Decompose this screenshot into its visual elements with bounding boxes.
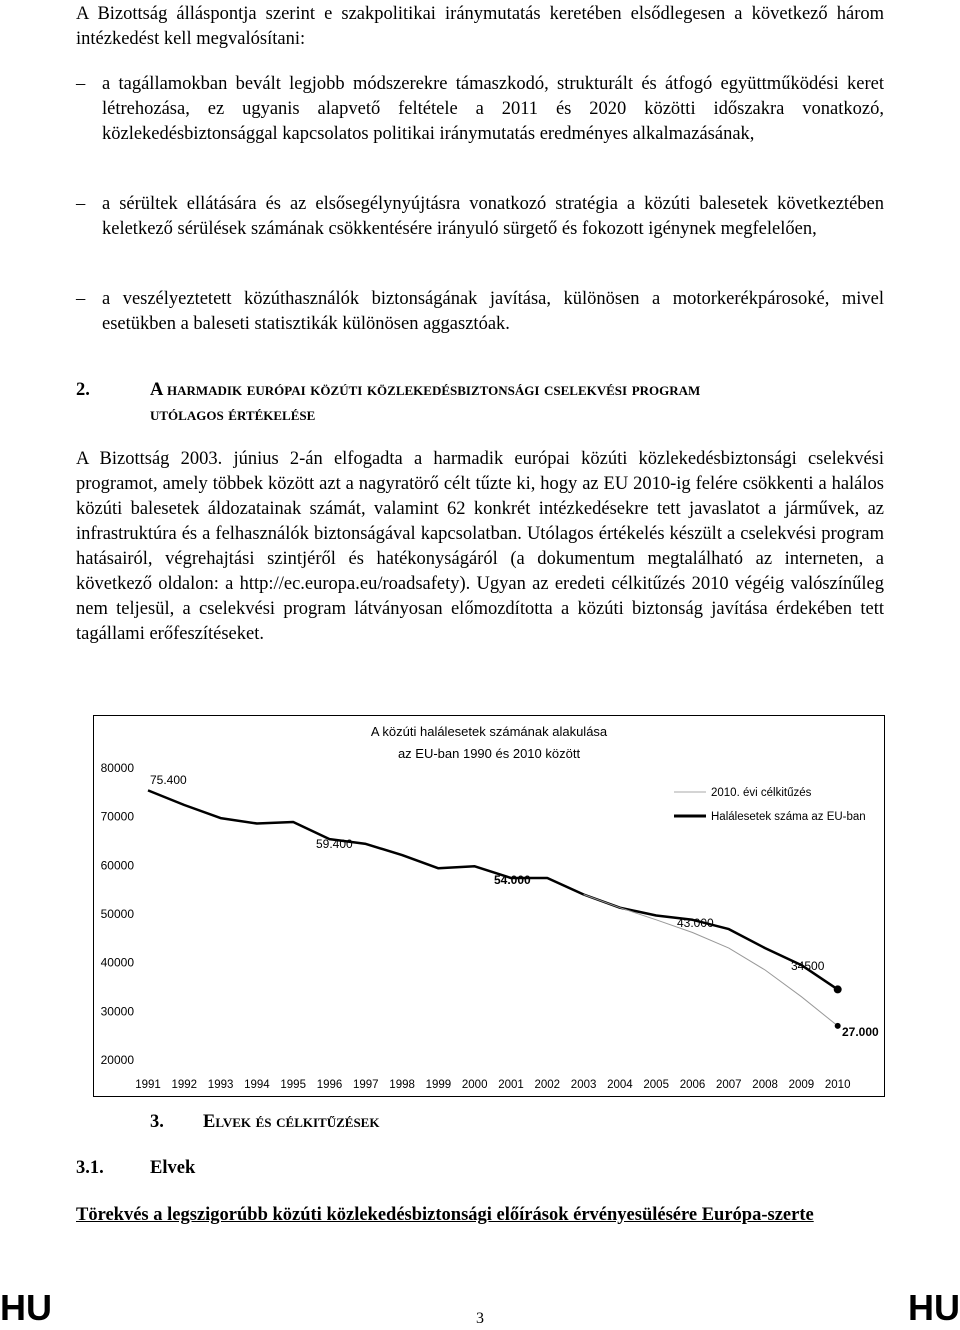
- x-tick-label: 1994: [244, 1079, 270, 1091]
- chart-legend: [674, 787, 866, 823]
- section-2-body: A Bizottság 2003. június 2-án elfogadta a harmadik európai közúti közlekedésbiztonsági cselekvési programot, amely többek között azt a nagyratörő célt tűzte ki, hogy az EU 2010-ig felére csökkenti a halálos közúti balesetek áldozatainak számát, valamint 62 konkrét intézkedésekre tett javaslatot a járművek, az infrastruktúra és a felhasználók biztonságával kapcsolatban. Utólagos értékelés készült a cselekvési program hatásairól, végrehajtási szintjéről és hatékonyságáról (a dokumentum megtalálható az interneten, a következő oldalon: a http://ec.europa.eu/roadsafety). Ugyan az eredeti célkitűzés 2010 végéig valószínűleg nem teljesül, a cselekvési program látványosan előmozdította a közúti biztonság javítása érdekében tett tagállami erőfeszítéseket.: [76, 449, 884, 644]
- section-3-1-number: 3.1.: [76, 1158, 104, 1178]
- x-tick-label: 1996: [316, 1079, 343, 1091]
- x-tick-label: 1993: [207, 1079, 234, 1091]
- section-2-title-line1: A harmadik európai közúti közlekedésbiztonsági cselekvési program: [150, 380, 701, 400]
- page-number: 3: [476, 1310, 484, 1327]
- y-tick-label: 40000: [100, 955, 134, 970]
- footer-lang-right: HU: [908, 1287, 960, 1328]
- footer-lang-left: HU: [0, 1287, 52, 1328]
- section-3-title-initial: E: [203, 1112, 216, 1132]
- intro-paragraph: A Bizottság álláspontja szerint e szakpolitikai iránymutatás keretében elsődlegesen a következő három intézkedést kell megvalósítani:: [76, 4, 884, 49]
- value-annotation: 43.000: [677, 916, 714, 930]
- section-2-number: 2.: [76, 380, 90, 400]
- x-tick-label: 2002: [534, 1079, 561, 1091]
- x-tick-label: 2009: [788, 1079, 815, 1091]
- chart-y-axis: [101, 761, 135, 1067]
- y-tick-label: 20000: [100, 1053, 134, 1067]
- x-tick-label: 1999: [425, 1079, 452, 1091]
- value-annotation: 27.000: [842, 1025, 879, 1039]
- value-annotation: 34500: [791, 959, 825, 973]
- x-tick-label: 2007: [716, 1079, 742, 1091]
- section-3-title-rest: lvek és célkitűzések: [215, 1112, 380, 1132]
- y-tick-label: 70000: [100, 809, 134, 824]
- bullet-dash: –: [76, 289, 86, 309]
- bullet-dash: –: [76, 194, 86, 214]
- x-tick-label: 2003: [570, 1079, 597, 1091]
- x-tick-label: 1991: [135, 1079, 161, 1091]
- value-annotation: 75.400: [150, 773, 187, 787]
- chart-title-line2: az EU-ban 1990 és 2010 között: [397, 746, 581, 761]
- chart-lines: [148, 790, 842, 1029]
- bullet-2: a sérültek ellátására és az elsősegélynyújtásra vonatkozó stratégia a közúti balesetek következtében keletkező sérülések számának csökkentésére irányuló sürgető és fokozott igénynek megfelelően,: [102, 194, 884, 239]
- legend-label-actual: Halálesetek száma az EU-ban: [711, 811, 866, 823]
- section-3-title: [203, 1110, 379, 1135]
- chart-x-axis: [135, 1079, 850, 1091]
- x-tick-label: 2001: [498, 1079, 524, 1091]
- x-tick-label: 2000: [461, 1079, 488, 1091]
- actual-end-point: [834, 985, 842, 993]
- section-3-number: 3.: [150, 1112, 164, 1132]
- chart-title-line1: A közúti halálesetek számának alakulása: [370, 724, 608, 739]
- x-tick-label: 2006: [679, 1079, 706, 1091]
- x-tick-label: 1998: [389, 1079, 415, 1091]
- x-tick-label: 2008: [752, 1079, 778, 1091]
- value-annotation: 54.000: [494, 873, 531, 887]
- x-tick-label: 2005: [643, 1079, 669, 1091]
- bullet-3: a veszélyeztetett közúthasználók biztonságának javítása, különösen a motorkerékpárosoké, mivel esetükben a baleseti statisztikák különösen aggasztóak.: [102, 289, 884, 334]
- x-tick-label: 2004: [607, 1079, 633, 1091]
- target-end-point: [835, 1023, 841, 1029]
- y-tick-label: 80000: [100, 761, 134, 775]
- x-tick-label: 1997: [353, 1079, 379, 1091]
- subheading: Törekvés a legszigorúbb közúti közlekedésbiztonsági előírások érvényesülésére Európa-szerte: [76, 1205, 814, 1225]
- section-2-title-line2: utólagos értékelése: [150, 405, 316, 425]
- y-tick-label: 30000: [100, 1004, 134, 1019]
- x-tick-label: 2010: [824, 1079, 851, 1091]
- bullet-1: a tagállamokban bevált legjobb módszerekre támaszkodó, strukturált és átfogó együttműködési keret létrehozása, ez ugyanis alapvető feltétele a 2011 és 2020 közötti időszakra vonatkozó, közlekedésbiztonsággal kapcsolatos politikai iránymutatás eredményes alkalmazásának,: [102, 74, 884, 144]
- y-tick-label: 60000: [100, 858, 134, 873]
- legend-label-target: 2010. évi célkitűzés: [711, 787, 812, 799]
- fatalities-chart-svg: [94, 716, 886, 1098]
- bullet-dash: –: [76, 74, 86, 94]
- section-3-1-title: Elvek: [150, 1158, 196, 1178]
- value-annotation: 59.400: [316, 837, 353, 851]
- y-tick-label: 50000: [100, 907, 134, 921]
- fatalities-chart: [93, 715, 885, 1097]
- section-2-title: [150, 378, 890, 428]
- x-tick-label: 1992: [171, 1079, 198, 1091]
- x-tick-label: 1995: [280, 1079, 306, 1091]
